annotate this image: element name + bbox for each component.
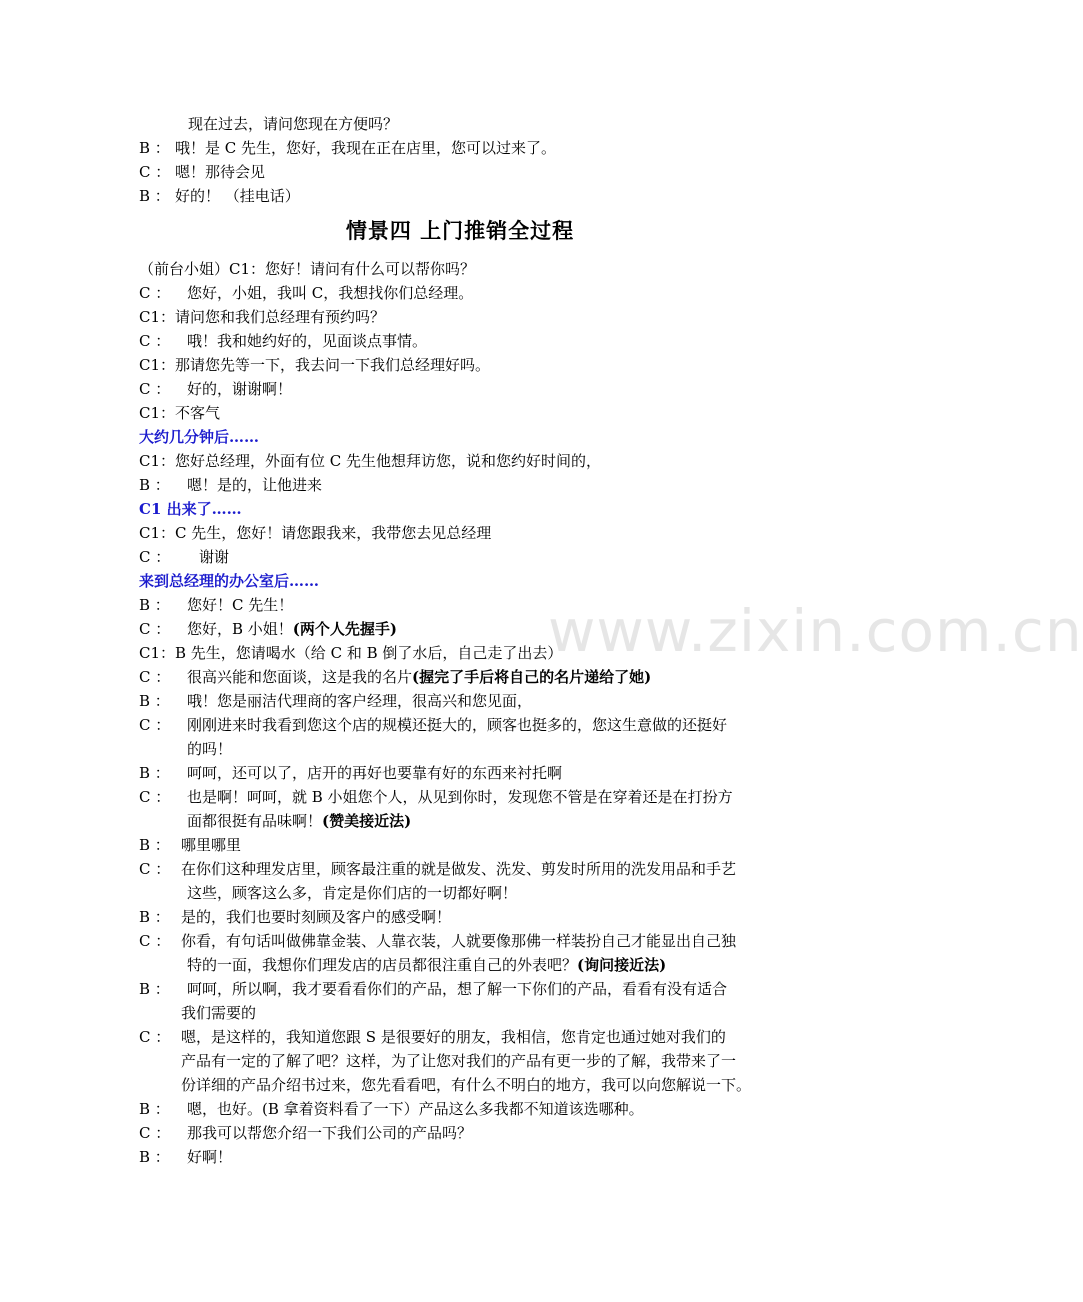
dialogue-line: B ： 哦！您是丽洁代理商的客户经理，很高兴和您见面， [139,692,533,710]
dialogue-line: C ： 嗯，是这样的，我知道您跟 S 是很要好的朋友，我相信，您肯定也通过她对我们的 [139,1028,726,1046]
dialogue-line: C1：C 先生，您好！请您跟我来，我带您去见总经理 [139,524,492,542]
dialogue-line: C ： 哦！我和她约好的，见面谈点事情。 [139,332,428,350]
stage-direction: 大约几分钟后…… [139,428,260,446]
dialogue-line: B ： 哪里哪里 [139,836,242,854]
dialogue-line: B ： 好的！ （挂电话） [139,187,300,205]
dialogue-line: B ： 呵呵，所以啊，我才要看看你们的产品，想了解一下你们的产品，看看有没有适合 [139,980,728,998]
dialogue-line: B ： 好啊！ [139,1148,233,1166]
dialogue-line: （前台小姐）C1：您好！请问有什么可以帮你吗？ [139,260,476,278]
section-title: 情景四 上门推销全过程 [345,218,575,243]
dialogue-line: C1：您好总经理，外面有位 C 先生他想拜访您，说和您约好时间的， [139,452,602,470]
dialogue-line: B ： 是的，我们也要时刻顾及客户的感受啊！ [139,908,452,926]
dialogue-line: C1：那请您先等一下，我去问一下我们总经理好吗。 [139,356,491,374]
dialogue-line: C1：不客气 [139,404,221,422]
dialogue-line: B ： 哦！是 C 先生，您好，我现在正在店里，您可以过来了。 [139,139,557,157]
dialogue-line: C ： 刚刚进来时我看到您这个店的规模还挺大的，顾客也挺多的，您这生意做的还挺好 [139,716,728,734]
dialogue-line: C1：B 先生，您请喝水（给 C 和 B 倒了水后，自己走了出去） [139,644,563,662]
dialogue-line-cont: 份详细的产品介绍书过来，您先看看吧，有什么不明白的地方，我可以向您解说一下。 [181,1076,752,1094]
dialogue-line-cont: 产品有一定的了解了吧？这样，为了让您对我们的产品有更一步的了解，我带来了一 [181,1052,737,1070]
dialogue-line: B ： 嗯，也好。(B 拿着资料看了一下）产品这么多我都不知道该选哪种。 [139,1100,644,1118]
dialogue-line: C ： 那我可以帮您介绍一下我们公司的产品吗？ [139,1124,473,1142]
stage-direction: 来到总经理的办公室后…… [139,572,320,590]
dialogue-line: C1：请问您和我们总经理有预约吗？ [139,308,386,326]
dialogue-line: B ： 您好！C 先生！ [139,596,294,614]
dialogue-line: C ： 很高兴能和您面谈，这是我的名片(握完了手后将自己的名片递给了她) [139,668,652,686]
dialogue-line: C ： 您好，小姐，我叫 C，我想找你们总经理。 [139,284,474,302]
dialogue-line: C ： 也是啊！呵呵，就 B 小姐您个人，从见到你时，发现您不管是在穿着还是在打扮方 [139,788,733,806]
dialogue-line: C ： 在你们这种理发店里，顾客最注重的就是做发、洗发、剪发时所用的洗发用品和手艺 [139,860,737,878]
dialogue-line: B ： 呵呵，还可以了，店开的再好也要靠有好的东西来衬托啊 [139,764,563,782]
dialogue-line-cont: 面都很挺有品味啊！(赞美接近法) [187,812,412,830]
dialogue-line: B ： 嗯！是的，让他进来 [139,476,323,494]
dialogue-line-cont: 这些，顾客这么多，肯定是你们店的一切都好啊！ [187,884,518,902]
stage-direction: C1 出来了…… [139,500,242,518]
dialogue-line: 现在过去，请问您现在方便吗？ [188,115,399,133]
dialogue-line-cont: 特的一面，我想你们理发店的店员都很注重自己的外表吧？(询问接近法) [187,956,667,974]
dialogue-line: C ： 谢谢 [139,548,230,566]
dialogue-line-cont: 我们需要的 [181,1004,257,1022]
dialogue-line: C ： 你看，有句话叫做佛靠金装、人靠衣装，人就要像那佛一样装扮自己才能显出自己独 [139,932,737,950]
watermark: www.zixin.com.cn [548,597,1083,665]
dialogue-line-cont: 的吗！ [187,740,233,758]
dialogue-line: C ： 好的，谢谢啊！ [139,380,293,398]
dialogue-line: C ： 嗯！那待会见 [139,163,266,181]
dialogue-line: C ： 您好，B 小姐！(两个人先握手) [139,620,397,638]
